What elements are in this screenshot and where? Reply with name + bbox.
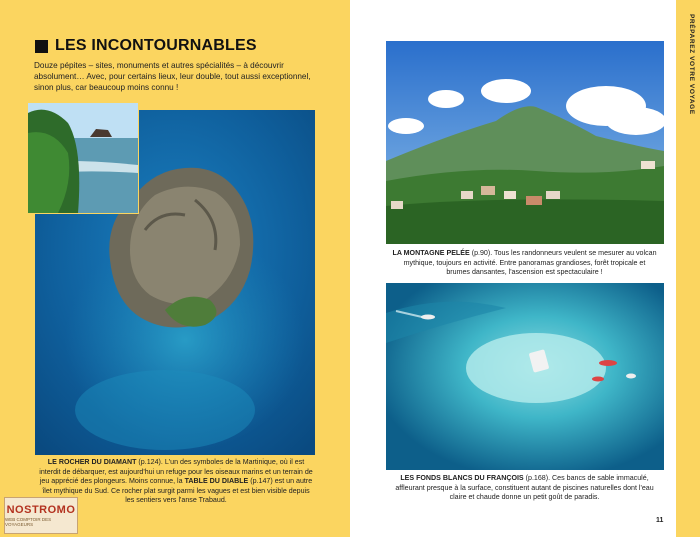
heading-square-icon (35, 40, 48, 53)
nostromo-logo (4, 497, 78, 534)
caption-title: LE ROCHER DU DIAMANT (47, 458, 137, 466)
logo-tagline: WEB COMPTOIR DES VOYAGEURS (5, 517, 52, 527)
page-number: 11 (656, 517, 664, 524)
page-title: LES INCONTOURNABLES (55, 37, 257, 54)
caption-title-2: TABLE DU DIABLE (184, 477, 249, 486)
table-du-diable-photo (27, 102, 139, 214)
fonds-blancs-photo (386, 283, 664, 470)
caption-title: LA MONTAGNE PELÉE (392, 249, 470, 257)
caption-text: (p.168). Ces bancs de sable immaculé, affleurant presque à la surface, constituent autant de piscines naturelles dont l'eau claire et chaude donne un petit goût de paradis. (395, 474, 654, 502)
montagne-pelee-caption (392, 249, 657, 278)
caption-text-2: (p.147) est un autre îlet mythique du Sud. Ce rocher plat surgit parmi les vagues et est bien visible depuis les sentiers vers l'anse Trabaud. (42, 477, 313, 505)
caption-text: (p.124). L'un des symboles de la Martinique, où il est interdit de débarquer, est aujourd'hui un refuge pour les oiseaux marins et un terrain de jeu apprécié des plongeurs. Moins connue, la (39, 458, 313, 486)
caption-title: LES FONDS BLANCS DU FRANÇOIS (400, 474, 524, 482)
intro-paragraph: Douze pépites – sites, monuments et autres spécialités – à découvrir absolument… Avec, pour certains lieux, leur double, tout aussi exceptionnel, sinon plus, car beaucoup moins connu ! (34, 61, 311, 92)
caption-text: (p.90). Tous les randonneurs veulent se mesurer au volcan mythique, toujours en activité. Entre panoramas grandioses, forêt tropicale et brumes dansantes, l'ascension est spectaculaire ! (403, 249, 657, 277)
fonds-blancs-caption (392, 474, 657, 503)
montagne-pelee-photo (386, 41, 664, 244)
diamond-rock-caption (37, 458, 315, 506)
logo-name: NOSTROMO (6, 504, 76, 516)
section-heading (35, 37, 257, 55)
side-tab-label: PRÉPAREZ VOTRE VOYAGE (688, 14, 695, 115)
